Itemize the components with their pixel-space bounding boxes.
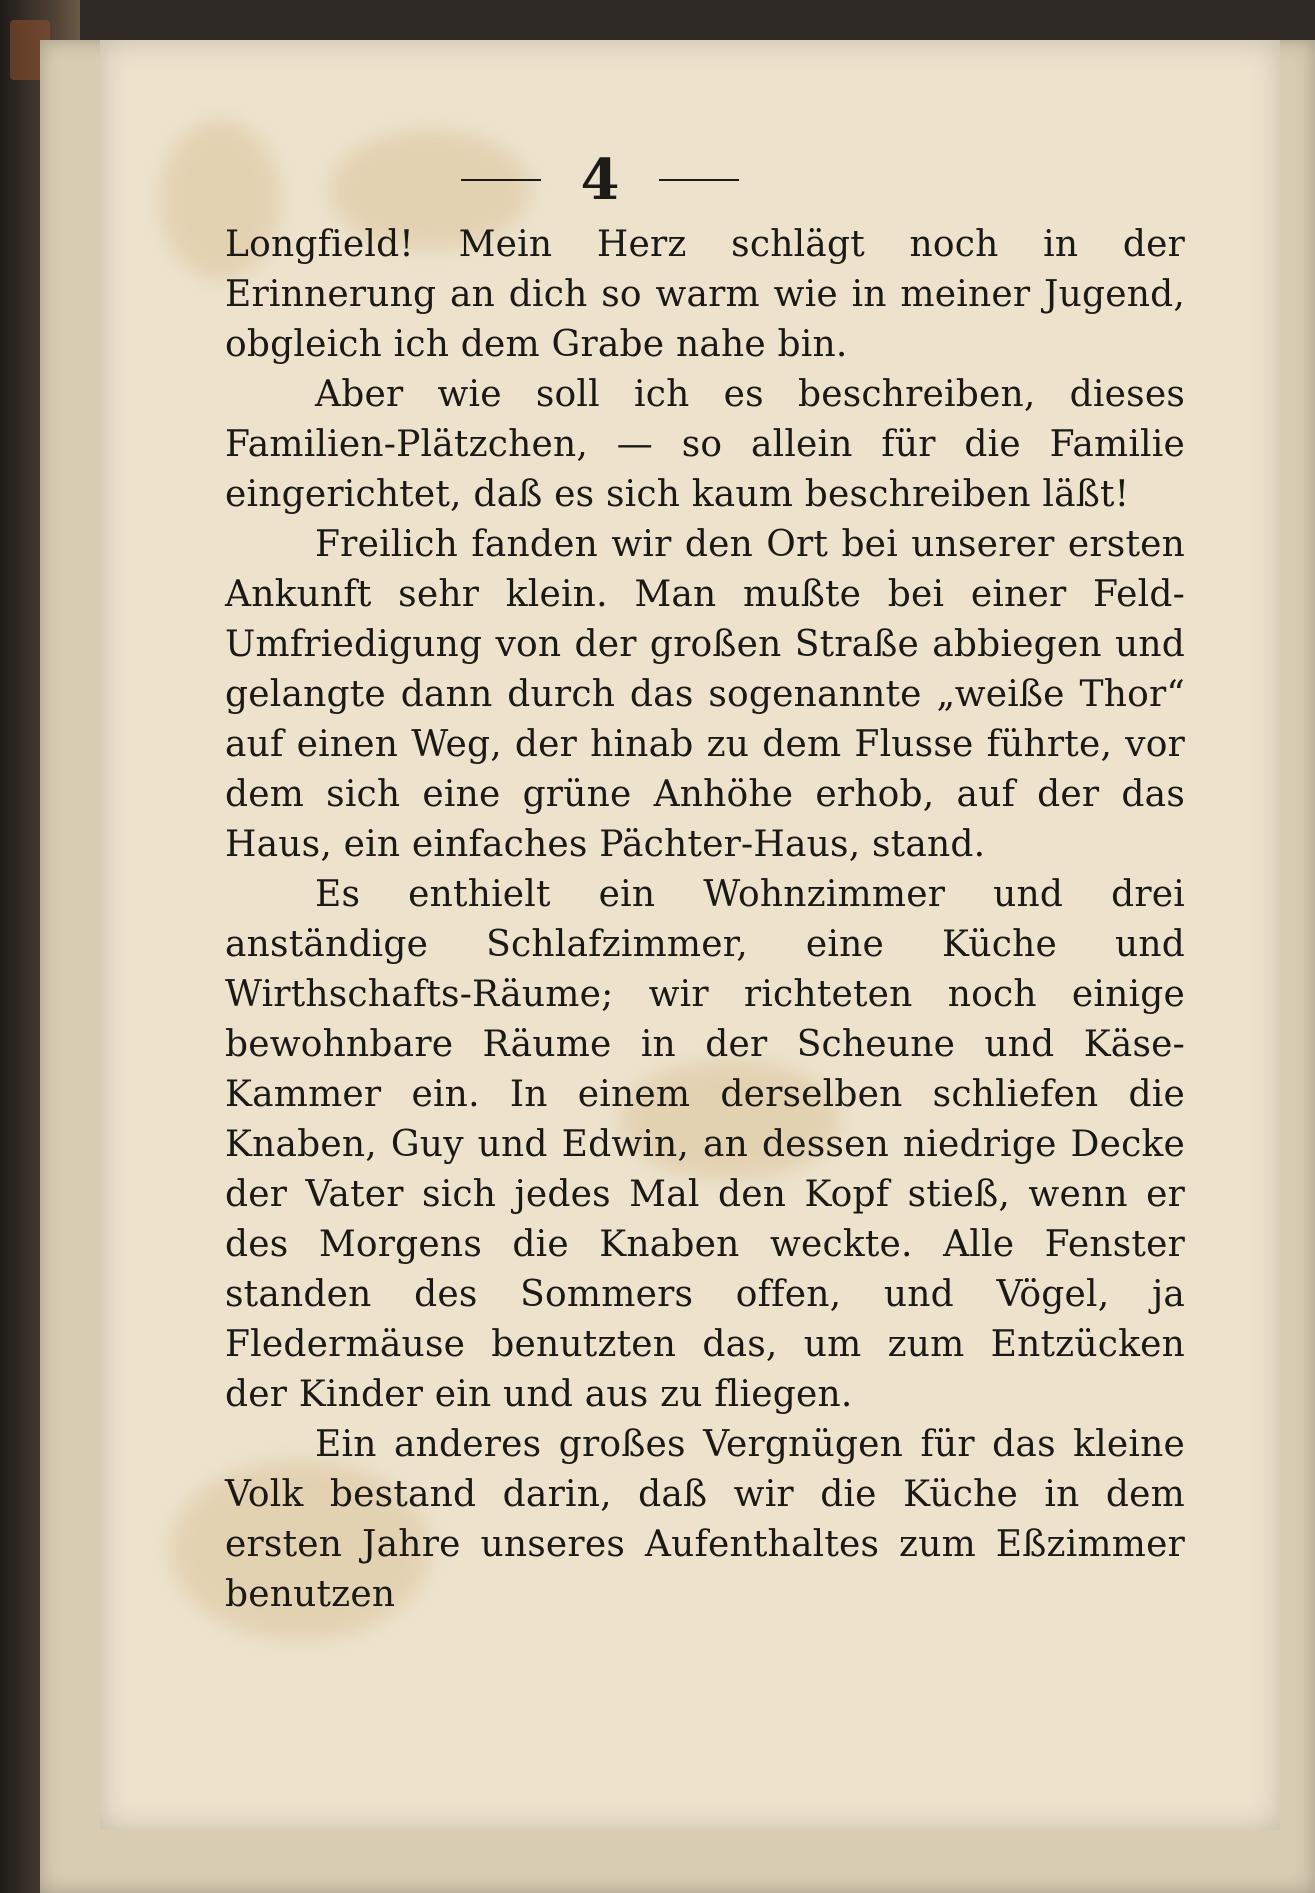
paragraph-5: Ein anderes großes Vergnügen für das kleine Volk bestand darin, daß wir die Küche in dem ersten Jahre unseres Aufenthaltes zum Eßzimmer benutzen	[225, 1424, 1185, 1615]
paragraph-1: Longfield! Mein Herz schlägt noch in der Erinnerung an dich so warm wie in meiner Jugend, obgleich ich dem Grabe nahe bin.	[225, 224, 1185, 365]
paragraph-2: Aber wie soll ich es beschreiben, dieses Familien-Plätzchen, — so allein für die Familie eingerichtet, daß es sich kaum beschreiben läßt!	[225, 374, 1185, 515]
header-rule-right	[659, 179, 739, 181]
page-number: 4	[580, 147, 620, 213]
body-text	[225, 220, 1185, 1620]
header-rule-left	[461, 179, 541, 181]
paragraph-4: Es enthielt ein Wohnzimmer und drei anständige Schlafzimmer, eine Küche und Wirthschafts-Räume; wir richteten noch einige bewohnbare Räume in der Scheune und Käse-Kammer ein. In einem derselben schliefen die Knaben, Guy und Edwin, an dessen niedrige Decke der Vater sich jedes Mal den Kopf stieß, wenn er des Morgens die Knaben weckte. Alle Fenster standen des Sommers offen, und Vögel, ja Fledermäuse benutzten das, um zum Entzücken der Kinder ein und aus zu fliegen.	[225, 874, 1185, 1415]
page-header	[200, 140, 1000, 220]
paragraph-3: Freilich fanden wir den Ort bei unserer ersten Ankunft sehr klein. Man mußte bei einer Feld-Umfriedigung von der großen Straße abbiegen und gelangte dann durch das sogenannte „weiße Thor“ auf einen Weg, der hinab zu dem Flusse führte, vor dem sich eine grüne Anhöhe erhob, auf der das Haus, ein einfaches Pächter-Haus, stand.	[225, 524, 1185, 865]
